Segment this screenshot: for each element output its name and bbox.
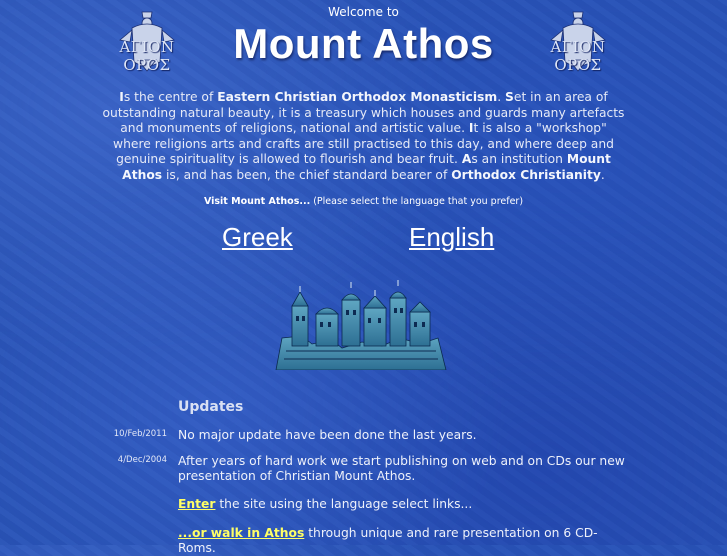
update-text: No major update have been done the last years. [178,428,477,442]
page-title: Mount Athos [233,20,494,67]
walk-line [178,526,628,556]
logo-text: ΑΓΙΟΝ ΟΡΟΣ [119,38,175,74]
intro-paragraph: Is the centre of Eastern Christian Orthodox Monasticism. Set in an area of outstanding natural beauty, it is a treasury which houses and guards many artefacts and monuments of religions, national and artistic value. It is also a "workshop" where religions arts and crafts are still practised to this day, and where deep and genuine spirituality is allowed to flourish and bear fruit. As an institution Mount Athos is, and has been, the chief standard bearer of Orthodox Christianity. [102,90,625,182]
greek-language-link[interactable]: Greek [222,222,293,252]
visit-note: (Please select the language that you prefer) [313,196,524,207]
updates-heading: Updates [178,399,244,415]
walk-in-athos-link[interactable]: ...or walk in Athos [178,526,305,540]
enter-line-text: the site using the language select links... [215,497,473,511]
agion-oros-logo-left [102,10,192,72]
update-date: 10/Feb/2011 [113,429,167,439]
logo-text: ΑΓΙΟΝ ΟΡΟΣ [550,38,606,74]
agion-oros-logo-right [533,10,623,72]
enter-link[interactable]: Enter [178,497,216,511]
walk-line-text: through unique and rare presentation on 6 CD-Roms. [178,526,598,555]
monastery-illustration [272,278,450,370]
visit-label: Visit Mount Athos... [203,196,311,207]
update-date: 4/Dec/2004 [117,455,167,465]
update-text: After years of hard work we start publishing on web and on CDs our new presentation of Christian Mount Athos. [178,454,625,483]
enter-line [178,497,628,512]
english-language-link[interactable]: English [409,222,495,252]
welcome-text: Welcome to [328,5,399,19]
visit-prompt [0,196,727,207]
